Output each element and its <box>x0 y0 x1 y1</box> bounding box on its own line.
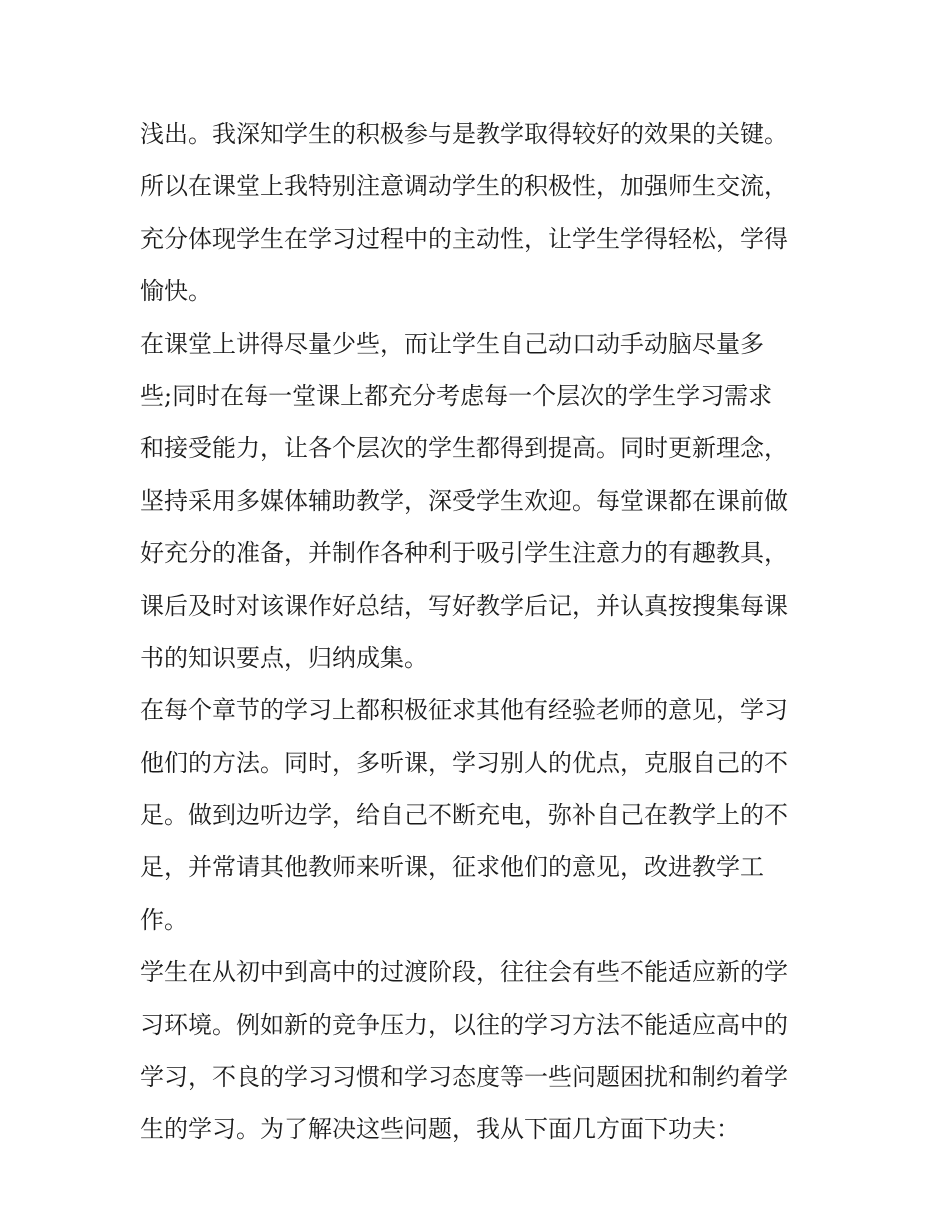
text-line: 生的学习。为了解决这些问题，我从下面几方面下功夫： <box>140 1115 740 1144</box>
text-line: 他们的方法。同时，多听课，学习别人的优点，克服自己的不 <box>140 748 788 777</box>
text-line: 课后及时对该课作好总结，写好教学后记，并认真按搜集每课 <box>140 591 788 620</box>
text-line: 浅出。我深知学生的积极参与是教学取得较好的效果的关键。 <box>140 120 788 148</box>
text-line: 学生在从初中到高中的过渡阶段，往往会有些不能适应新的学 <box>140 958 788 987</box>
text-line: 些;同时在每一堂课上都充分考虑每一个层次的学生学习需求 <box>140 381 773 410</box>
text-line: 所以在课堂上我特别注意调动学生的积极性，加强师生交流， <box>140 172 788 201</box>
text-line: 好充分的准备，并制作各种利于吸引学生注意力的有趣教具， <box>140 539 788 568</box>
text-line: 习环境。例如新的竞争压力，以往的学习方法不能适应高中的 <box>140 1010 788 1039</box>
text-line: 坚持采用多媒体辅助教学，深受学生欢迎。每堂课都在课前做 <box>140 486 788 515</box>
text-line: 书的知识要点，归纳成集。 <box>140 643 428 672</box>
text-line: 足。做到边听边学，给自己不断充电，弥补自己在教学上的不 <box>140 801 788 830</box>
text-line: 在每个章节的学习上都积极征求其他有经验老师的意见，学习 <box>140 696 788 725</box>
text-line: 在课堂上讲得尽量少些，而让学生自己动口动手动脑尽量多 <box>140 329 764 358</box>
body-text <box>140 108 830 1156</box>
text-line: 学习，不良的学习习惯和学习态度等一些问题困扰和制约着学 <box>140 1063 788 1092</box>
text-line: 和接受能力，让各个层次的学生都得到提高。同时更新理念， <box>140 434 788 463</box>
text-line: 作。 <box>140 905 188 934</box>
text-line: 愉快。 <box>140 277 212 306</box>
text-line: 充分体现学生在学习过程中的主动性，让学生学得轻松，学得 <box>140 224 788 253</box>
text-line: 足，并常请其他教师来听课，征求他们的意见，改进教学工 <box>140 853 764 882</box>
